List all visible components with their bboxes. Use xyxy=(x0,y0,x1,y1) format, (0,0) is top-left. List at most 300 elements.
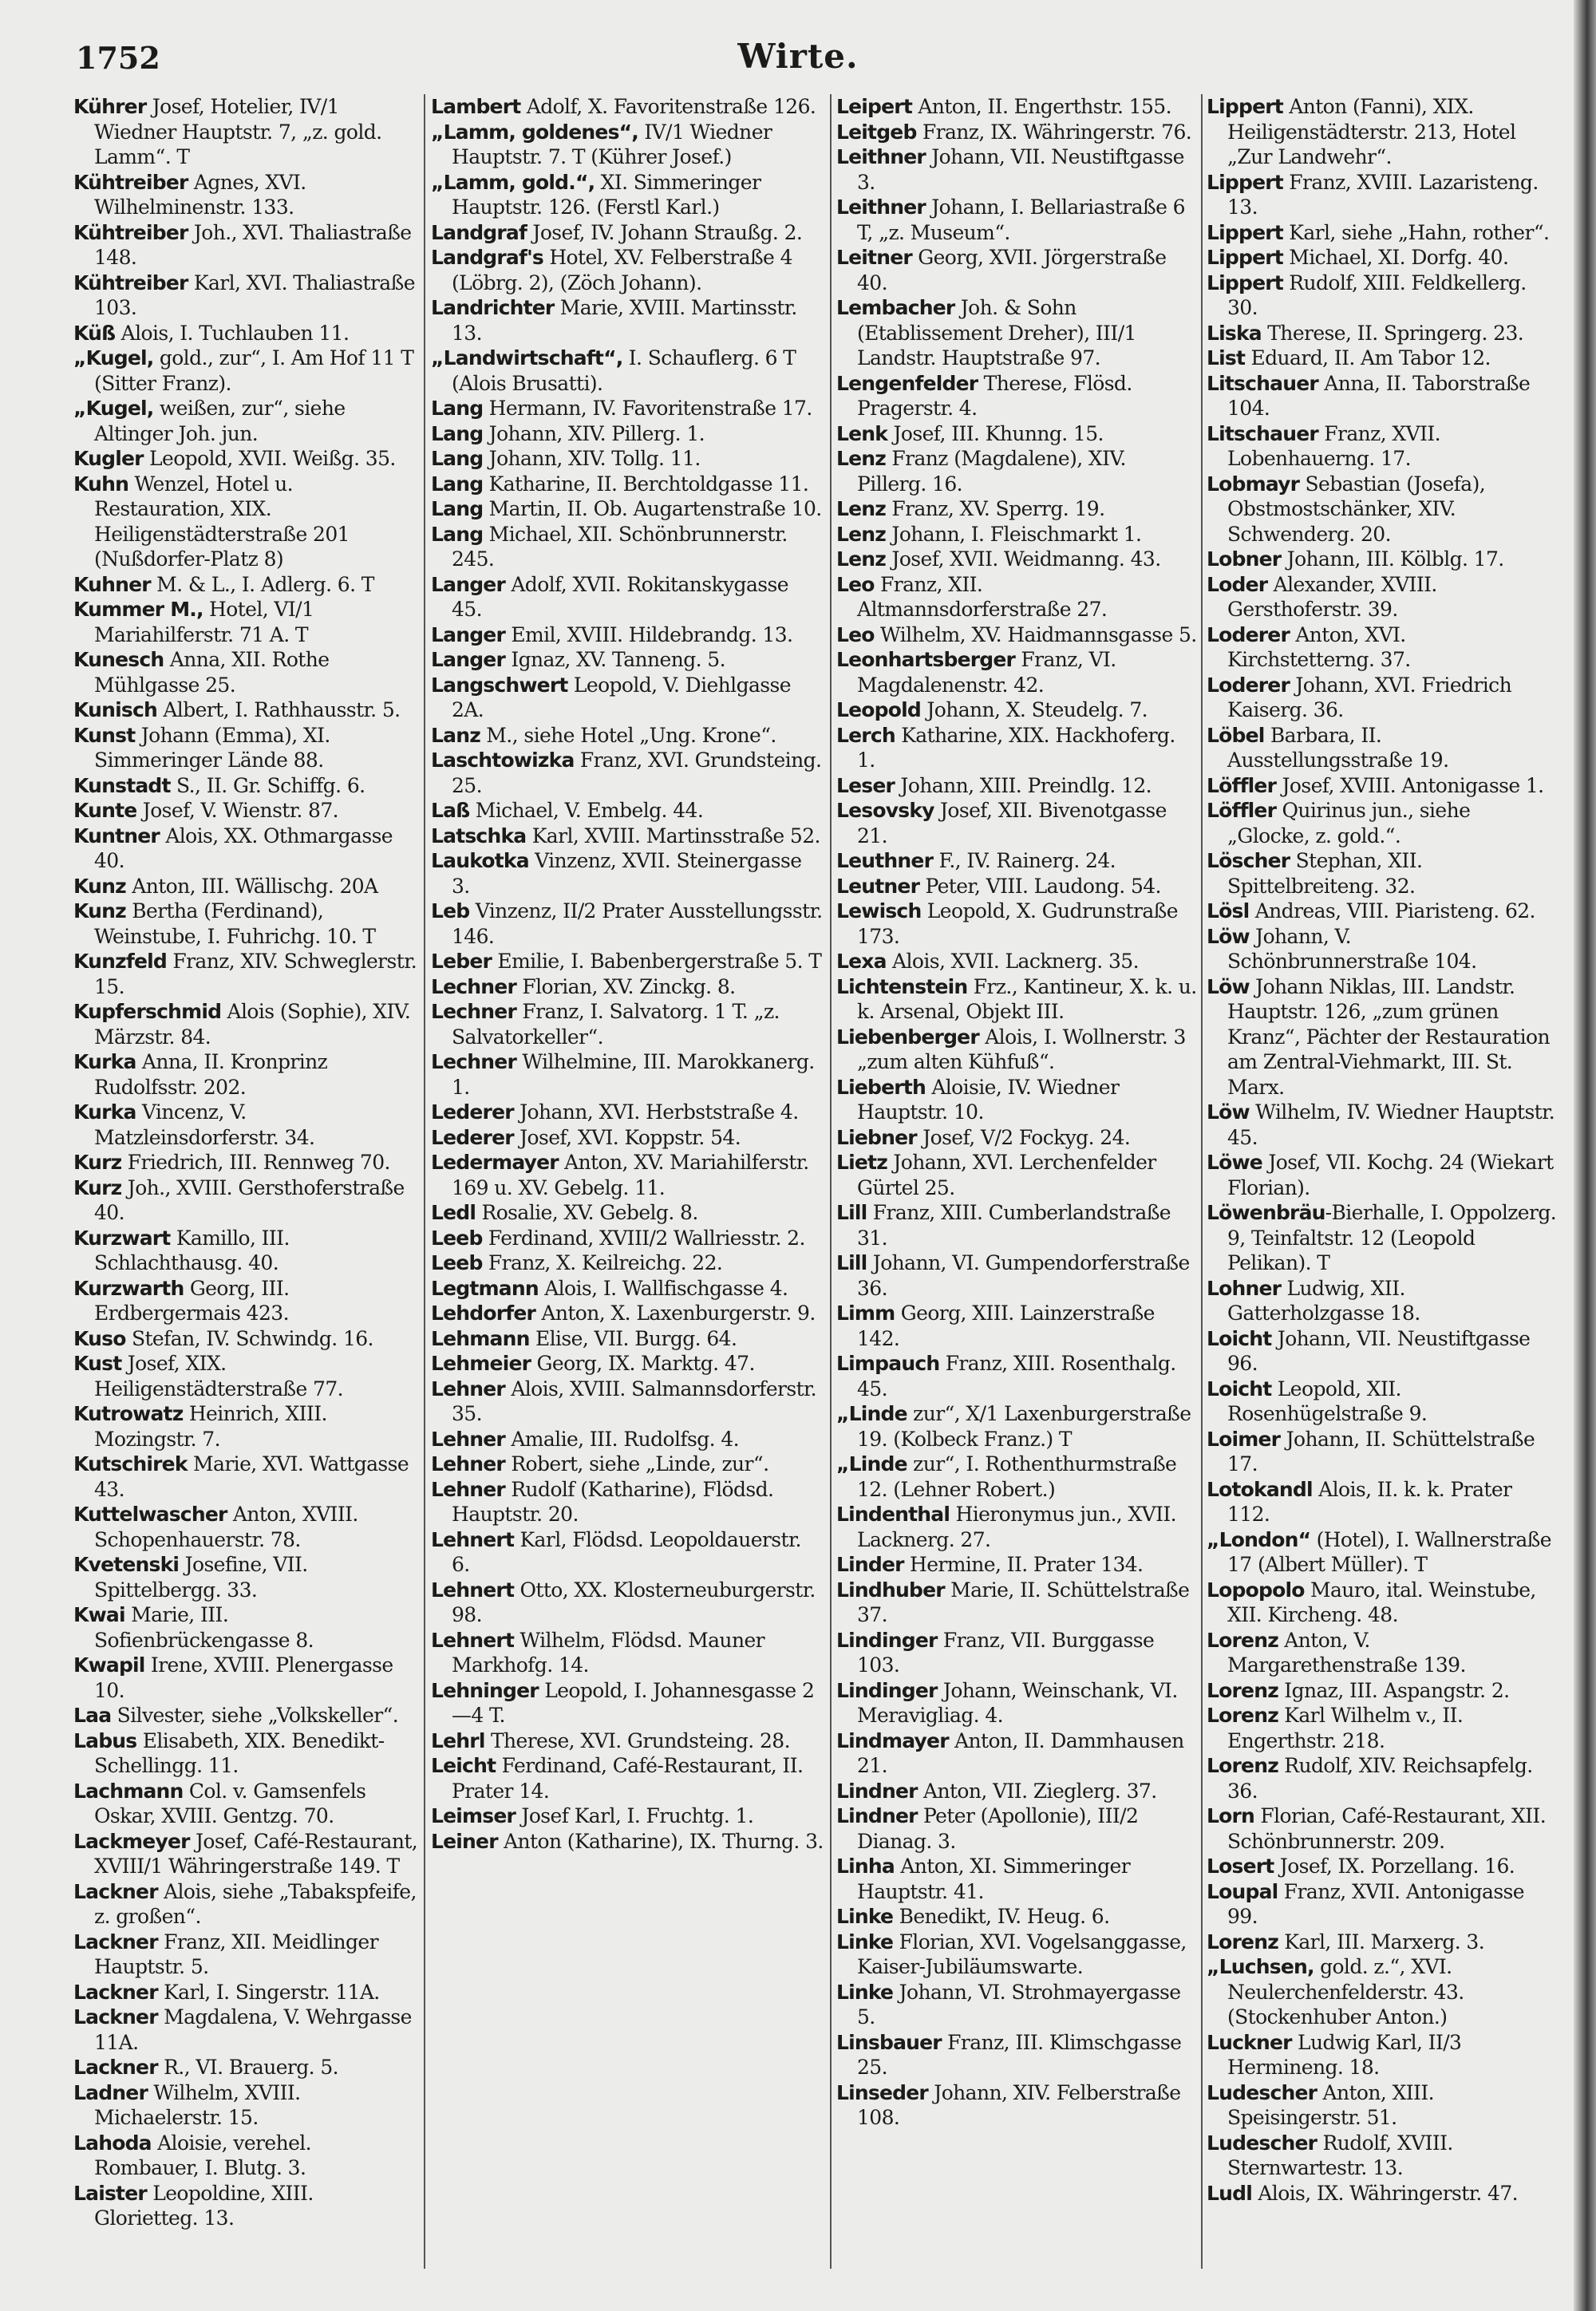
directory-entry xyxy=(431,1803,824,1829)
entry-details: Katharine, XIX. Hackhoferg. 1. xyxy=(857,723,1175,772)
entry-details: Josef, XII. Bivenotgasse 21. xyxy=(857,799,1167,847)
entry-name: Loimer xyxy=(1207,1427,1281,1451)
directory-entry xyxy=(836,2030,1197,2080)
entry-details: Florian, XVI. Vogelsanggasse, Kaiser-Jubiläumswarte. xyxy=(857,1930,1187,1978)
directory-entry xyxy=(1207,94,1558,170)
entry-details: Adolf, X. Favoritenstraße 126. xyxy=(520,95,816,118)
entry-details: Franz, VII. Burggasse 103. xyxy=(857,1628,1155,1677)
directory-entry xyxy=(1207,1854,1558,1879)
entry-name: „Landwirtschaft“, xyxy=(431,346,623,369)
entry-details: Emil, XVIII. Hildebrandg. 13. xyxy=(504,622,793,646)
entry-name: Langer xyxy=(431,622,505,646)
directory-entry xyxy=(431,346,824,396)
entry-name: Kunisch xyxy=(73,698,157,721)
entry-name: Leb xyxy=(431,899,470,922)
entry-name: Küß xyxy=(73,321,116,345)
directory-entry xyxy=(431,899,824,949)
directory-entry xyxy=(1207,421,1558,472)
directory-entry xyxy=(431,1125,824,1151)
entry-details: Therese, XVI. Grundsteing. 28. xyxy=(484,1728,790,1752)
directory-entry xyxy=(1207,924,1558,974)
directory-entry xyxy=(836,1200,1197,1250)
directory-entry xyxy=(73,1779,418,1829)
entry-details: Alois, siehe „Tabakspfeife, z. großen“. xyxy=(94,1879,417,1928)
entry-details: Karl, XVI. Thaliastraße 103. xyxy=(94,271,415,319)
entry-name: Lorenz xyxy=(1207,1678,1278,1702)
entry-details: Josef, Café-Restaurant, XVIII/1 Währingerstraße 149. T xyxy=(94,1829,418,1878)
entry-details: Georg, IX. Marktg. 47. xyxy=(531,1352,755,1375)
entry-name: Löscher xyxy=(1207,849,1290,872)
directory-entry xyxy=(431,1200,824,1226)
directory-entry xyxy=(431,974,824,1000)
directory-entry xyxy=(1207,1753,1558,1803)
entry-name: Kuso xyxy=(73,1326,126,1350)
entry-details: Peter, VIII. Laudong. 54. xyxy=(919,874,1161,898)
entry-details: Johann, Weinschank, VI. Meravigliag. 4. xyxy=(857,1678,1178,1727)
entry-name: Kurz xyxy=(73,1175,122,1199)
directory-entry xyxy=(73,1351,418,1401)
entry-details: Therese, II. Springerg. 23. xyxy=(1261,321,1524,345)
entry-name: Lill xyxy=(836,1251,867,1274)
directory-entry xyxy=(431,496,824,522)
directory-entry xyxy=(836,547,1197,572)
directory-entry xyxy=(73,2131,418,2181)
directory-entry xyxy=(73,1653,418,1703)
directory-entry xyxy=(836,522,1197,547)
entry-details: Wilhelm, Flödsd. Mauner Markhofg. 14. xyxy=(452,1628,764,1677)
directory-entry xyxy=(836,2080,1197,2131)
entry-name: Kugler xyxy=(73,447,144,470)
entry-details: Hieronymus jun., XVII. Lacknerg. 27. xyxy=(857,1503,1177,1551)
directory-entry xyxy=(1207,1377,1558,1427)
entry-name: Lehner xyxy=(431,1452,505,1475)
entry-name: Lang xyxy=(431,397,484,420)
entry-name: Lackner xyxy=(73,1930,158,1953)
entry-details: Silvester, siehe „Volkskeller“. xyxy=(111,1704,399,1727)
entry-name: Leithner xyxy=(836,196,926,219)
directory-entry xyxy=(73,446,418,472)
entry-details: zur“, X/1 Laxenburgerstraße 19. (Kolbeck Franz.) T xyxy=(857,1402,1191,1451)
entry-details: Michael, V. Embelg. 44. xyxy=(469,799,704,822)
entry-details: Josefine, VII. Spittelbergg. 33. xyxy=(94,1553,308,1602)
directory-entry xyxy=(836,1628,1197,1678)
entry-name: Lehner xyxy=(431,1377,505,1400)
entry-name: Lobmayr xyxy=(1207,472,1300,496)
entry-name: Leithner xyxy=(836,145,926,168)
entry-name: Kurz xyxy=(73,1151,122,1174)
entry-name: Linke xyxy=(836,1980,894,2004)
directory-entry xyxy=(1207,1477,1558,1527)
entry-details: Marie, III. Sofienbrückengasse 8. xyxy=(94,1603,314,1652)
directory-entry xyxy=(73,1049,418,1100)
entry-name: Kuttelwascher xyxy=(73,1503,227,1526)
entry-name: Linseder xyxy=(836,2080,928,2104)
directory-entry xyxy=(73,220,418,271)
entry-details: Alexander, XVIII. Gersthoferstr. 39. xyxy=(1227,572,1437,621)
directory-column-1 xyxy=(73,94,418,2269)
entry-details: Johann, XVI. Friedrich Kaiserg. 36. xyxy=(1227,673,1512,721)
directory-entry xyxy=(836,1779,1197,1804)
directory-entry xyxy=(836,949,1197,974)
entry-details: Josef, XVIII. Antonigasse 1. xyxy=(1276,773,1544,797)
directory-entry xyxy=(73,346,418,396)
entry-name: Leeb xyxy=(431,1251,483,1274)
directory-entry xyxy=(73,899,418,949)
entry-name: Loicht xyxy=(1207,1326,1272,1350)
directory-entry xyxy=(73,999,418,1049)
entry-name: Kupferschmid xyxy=(73,1000,222,1023)
directory-entry xyxy=(73,1879,418,1930)
directory-entry xyxy=(431,1753,824,1803)
entry-name: „Lamm, gold.“, xyxy=(431,170,595,194)
directory-entry xyxy=(836,94,1197,120)
directory-entry xyxy=(73,94,418,170)
directory-entry xyxy=(1207,1954,1558,2030)
entry-name: Leonhartsberger xyxy=(836,648,1016,671)
entry-name: „Linde xyxy=(836,1452,907,1475)
directory-entry xyxy=(836,144,1197,195)
entry-details: Frz., Kantineur, X. k. u. k. Arsenal, Objekt III. xyxy=(857,974,1197,1023)
entry-name: Lindinger xyxy=(836,1678,938,1702)
entry-details: Elisabeth, XIX. Benedikt-Schellingg. 11. xyxy=(94,1728,385,1777)
entry-name: Lang xyxy=(431,497,484,520)
entry-details: Alois, XVIII. Salmannsdorferstr. 35. xyxy=(452,1377,817,1425)
entry-name: Lechner xyxy=(431,1050,516,1073)
entry-details: Agnes, XVI. Wilhelminenstr. 133. xyxy=(94,170,306,219)
directory-entry xyxy=(1207,2030,1558,2080)
entry-details: Anton, VII. Zieglerg. 37. xyxy=(917,1779,1157,1803)
entry-details: Anton, XVIII. Schopenhauerstr. 78. xyxy=(94,1503,358,1551)
directory-entry xyxy=(73,1276,418,1326)
directory-entry xyxy=(1207,1703,1558,1753)
entry-details: Marie, II. Schüttelstraße 37. xyxy=(857,1578,1190,1626)
entry-details: Franz, XV. Sperrg. 19. xyxy=(886,497,1105,520)
entry-name: Lackner xyxy=(73,2005,158,2029)
entry-name: Leimser xyxy=(431,1804,516,1827)
entry-details: Alois, I. Tuchlauben 11. xyxy=(115,321,350,345)
directory-entry xyxy=(73,170,418,220)
entry-details: Ignaz, XV. Tanneng. 5. xyxy=(504,648,725,671)
directory-entry xyxy=(1207,170,1558,220)
entry-details: Wilhelm, XVIII. Michaelerstr. 15. xyxy=(94,2080,301,2129)
entry-details: Johann, VII. Neustiftgasse 3. xyxy=(857,145,1184,194)
entry-name: Kunst xyxy=(73,723,136,747)
entry-name: Legtmann xyxy=(431,1276,539,1300)
directory-entry xyxy=(836,446,1197,496)
entry-name: Lorn xyxy=(1207,1804,1255,1827)
directory-entry xyxy=(73,1703,418,1728)
entry-details: Josef, IV. Johann Straußg. 2. xyxy=(527,220,803,244)
entry-name: Leo xyxy=(836,572,875,596)
entry-details: Amalie, III. Rudolfsg. 4. xyxy=(504,1427,739,1451)
directory-entry xyxy=(1207,572,1558,622)
directory-entry xyxy=(73,1980,418,2005)
entry-name: Ledl xyxy=(431,1201,476,1224)
entry-details: Leopold, V. Diehlgasse 2A. xyxy=(452,673,791,721)
entry-name: Lechner xyxy=(431,974,516,998)
directory-entry xyxy=(836,245,1197,295)
directory-entry xyxy=(1207,1427,1558,1477)
entry-details: Franz, XIII. Cumberlandstraße 31. xyxy=(857,1201,1171,1250)
entry-details: Adolf, XVII. Rokitanskygasse 45. xyxy=(452,572,788,621)
entry-name: Laukotka xyxy=(431,849,529,872)
entry-name: Lang xyxy=(431,447,484,470)
entry-details: Leopold, I. Johannesgasse 2—4 T. xyxy=(452,1678,815,1727)
entry-name: Lembacher xyxy=(836,296,955,319)
entry-name: Kust xyxy=(73,1352,122,1375)
entry-name: Kunstadt xyxy=(73,773,171,797)
entry-details: Josef, XVI. Koppstr. 54. xyxy=(513,1125,741,1149)
entry-details: Franz, IX. Währingerstr. 76. xyxy=(916,120,1192,144)
entry-details: Hotel, XV. Felberstraße 4 (Löbrg. 2), (Zöch Johann). xyxy=(452,246,792,294)
entry-details: Josef, V/2 Fockyg. 24. xyxy=(916,1125,1131,1149)
entry-details: Kamillo, III. Schlachthausg. 40. xyxy=(94,1226,290,1274)
entry-name: Lenz xyxy=(836,447,887,470)
entry-details: Franz, XIV. Schweglerstr. 15. xyxy=(94,950,417,998)
entry-details: Leopold, XVII. Weißg. 35. xyxy=(143,447,396,470)
entry-name: Leitner xyxy=(836,246,912,269)
page-title: Wirte. xyxy=(737,37,859,76)
directory-entry xyxy=(836,1502,1197,1552)
entry-name: Lackner xyxy=(73,1980,158,2004)
entry-name: Linke xyxy=(836,1930,894,1953)
entry-details: Karl, siehe „Hahn, rother“. xyxy=(1282,220,1550,244)
entry-name: Lorenz xyxy=(1207,1930,1278,1953)
entry-name: Kühtreiber xyxy=(73,170,188,194)
entry-details: Josef, III. Khunng. 15. xyxy=(887,421,1104,445)
entry-details: Aloisie, IV. Wiedner Hauptstr. 10. xyxy=(857,1075,1120,1124)
entry-name: Lieberth xyxy=(836,1075,926,1099)
entry-details: Karl, I. Singerstr. 11A. xyxy=(157,1980,380,2004)
directory-entry xyxy=(836,1728,1197,1779)
entry-name: Lahoda xyxy=(73,2131,152,2155)
entry-details: Wilhelmine, III. Marokkanerg. 1. xyxy=(452,1050,815,1099)
entry-name: Lindinger xyxy=(836,1628,938,1652)
entry-name: Litschauer xyxy=(1207,371,1318,395)
entry-details: Wenzel, Hotel u. Restauration, XIX. Heiligenstädterstraße 201 (Nußdorfer-Platz 8) xyxy=(94,472,350,571)
entry-details: XI. Simmeringer Hauptstr. 126. (Ferstl Karl.) xyxy=(452,170,761,219)
directory-entry xyxy=(836,496,1197,522)
entry-details: Franz, VI. Magdalenenstr. 42. xyxy=(857,648,1116,697)
entry-name: Leeb xyxy=(431,1226,483,1250)
directory-entry xyxy=(431,1049,824,1100)
directory-entry xyxy=(431,647,824,673)
directory-entry xyxy=(836,120,1197,145)
entry-name: Leipert xyxy=(836,95,912,118)
directory-entry xyxy=(431,522,824,572)
directory-entry xyxy=(836,1075,1197,1125)
directory-entry xyxy=(431,1150,824,1200)
directory-entry xyxy=(836,1250,1197,1301)
directory-entry xyxy=(1207,1200,1558,1276)
directory-entry xyxy=(836,1025,1197,1075)
directory-entry xyxy=(431,446,824,472)
entry-details: Johann, XIV. Felberstraße 108. xyxy=(857,2080,1181,2129)
entry-name: Löw xyxy=(1207,1100,1250,1124)
directory-entry xyxy=(1207,1276,1558,1326)
entry-details: Anton, XV. Mariahilferstr. 169 u. XV. Gebelg. 11. xyxy=(452,1151,809,1199)
entry-name: Ludescher xyxy=(1207,2080,1317,2104)
entry-details: Alois, I. Wallfischgasse 4. xyxy=(538,1276,788,1300)
entry-details: Leopold, XII. Rosenhügelstraße 9. xyxy=(1227,1377,1428,1425)
directory-entry xyxy=(431,1527,824,1578)
entry-details: Rudolf (Katharine), Flödsd. Hauptstr. 20. xyxy=(452,1477,774,1526)
entry-details: Franz, XVIII. Lazaristeng. 13. xyxy=(1227,170,1539,219)
entry-details: Heinrich, XIII. Mozingstr. 7. xyxy=(94,1402,327,1451)
entry-name: Lenz xyxy=(836,497,887,520)
directory-entry xyxy=(836,622,1197,648)
directory-entry xyxy=(836,874,1197,899)
directory-entry xyxy=(431,170,824,220)
entry-details: -Bierhalle, I. Oppolzerg. 9, Teinfaltstr. 12 (Leopold Pelikan). T xyxy=(1227,1201,1557,1274)
entry-name: Lanz xyxy=(431,723,480,747)
entry-name: Loupal xyxy=(1207,1879,1278,1903)
entry-name: Lenk xyxy=(836,421,888,445)
directory-entry xyxy=(836,1803,1197,1854)
entry-name: Lehnert xyxy=(431,1578,515,1602)
entry-name: Limm xyxy=(836,1302,895,1325)
entry-details: Johann, VII. Neustiftgasse 96. xyxy=(1227,1326,1531,1375)
entry-name: Linke xyxy=(836,1905,894,1928)
entry-name: Lehrl xyxy=(431,1728,485,1752)
entry-details: Friedrich, III. Rennweg 70. xyxy=(121,1151,390,1174)
entry-details: Johann, X. Steudelg. 7. xyxy=(921,698,1148,721)
entry-details: Josef, VII. Kochg. 24 (Wiekart Florian). xyxy=(1227,1151,1554,1199)
entry-details: Alois (Sophie), XIV. Märzstr. 84. xyxy=(94,1000,411,1049)
directory-entry xyxy=(73,824,418,874)
entry-name: Kunz xyxy=(73,874,126,898)
entry-details: Ludwig Karl, II/3 Hermineng. 18. xyxy=(1227,2030,1462,2079)
entry-details: Peter (Apollonie), III/2 Dianag. 3. xyxy=(857,1804,1139,1853)
entry-name: Lambert xyxy=(431,95,521,118)
entry-details: Josef Karl, I. Fruchtg. 1. xyxy=(516,1804,754,1827)
directory-entry xyxy=(431,1351,824,1377)
directory-entry xyxy=(1207,271,1558,321)
directory-entry xyxy=(73,597,418,647)
entry-name: Kühtreiber xyxy=(73,220,188,244)
entry-details: Josef, Hotelier, IV/1 Wiedner Hauptstr. 7, „z. gold. Lamm“. T xyxy=(94,95,382,168)
entry-details: Vincenz, V. Matzleinsdorferstr. 34. xyxy=(94,1100,315,1149)
entry-details: Mauro, ital. Weinstube, XII. Kircheng. 48. xyxy=(1227,1578,1536,1626)
entry-details: Barbara, II. Ausstellungsstraße 19. xyxy=(1227,723,1449,772)
entry-details: Eduard, II. Am Tabor 12. xyxy=(1245,346,1491,369)
entry-details: Andreas, VIII. Piaristeng. 62. xyxy=(1249,899,1535,922)
entry-name: Lederer xyxy=(431,1100,514,1124)
entry-name: Kühtreiber xyxy=(73,271,188,294)
entry-details: Bertha (Ferdinand), Weinstube, I. Fuhrichg. 10. T xyxy=(94,899,376,948)
entry-name: Lindner xyxy=(836,1779,918,1803)
entry-name: Löw xyxy=(1207,974,1250,998)
entry-details: Karl, XVIII. Martinsstraße 52. xyxy=(526,824,820,847)
entry-name: Lesovsky xyxy=(836,799,934,822)
entry-details: Stephan, XII. Spittelbreiteng. 32. xyxy=(1227,849,1423,898)
entry-name: Landrichter xyxy=(431,296,555,319)
directory-entry xyxy=(1207,2131,1558,2181)
entry-name: Lackner xyxy=(73,2056,158,2079)
entry-name: Kurka xyxy=(73,1100,136,1124)
directory-entry xyxy=(836,1904,1197,1930)
entry-details: Michael, XI. Dorfg. 40. xyxy=(1282,246,1509,269)
entry-name: Losert xyxy=(1207,1855,1274,1878)
entry-name: Kuhn xyxy=(73,472,129,496)
directory-entry xyxy=(431,1100,824,1125)
directory-entry xyxy=(1207,1628,1558,1678)
directory-entry xyxy=(431,848,824,899)
entry-name: Kurzwarth xyxy=(73,1276,184,1300)
entry-details: Rudolf, XIII. Feldkellerg. 30. xyxy=(1227,271,1527,319)
entry-name: „Kugel, xyxy=(73,397,154,420)
entry-name: Lichtenstein xyxy=(836,974,968,998)
entry-details: Leopold, X. Gudrunstraße 173. xyxy=(857,899,1178,948)
directory-entry xyxy=(836,1301,1197,1351)
entry-name: Leo xyxy=(836,622,875,646)
directory-entry xyxy=(836,899,1197,949)
entry-name: Lösl xyxy=(1207,899,1250,922)
entry-name: Lippert xyxy=(1207,220,1283,244)
entry-details: Johann, XIV. Tollg. 11. xyxy=(483,447,701,470)
directory-entry xyxy=(836,1552,1197,1578)
entry-details: IV/1 Wiedner Hauptstr. 7. T (Kührer Josef.) xyxy=(452,120,772,168)
entry-details: Anton, XIII. Speisingerstr. 51. xyxy=(1227,2080,1434,2129)
entry-details: Georg, XIII. Lainzerstraße 142. xyxy=(857,1302,1155,1350)
entry-name: Lindenthal xyxy=(836,1503,950,1526)
entry-name: Lindmayer xyxy=(836,1728,949,1752)
entry-name: Kurka xyxy=(73,1050,136,1073)
entry-name: Löwenbräu xyxy=(1207,1201,1325,1224)
entry-name: Kührer xyxy=(73,95,147,118)
entry-name: Lindner xyxy=(836,1804,918,1827)
directory-entry xyxy=(836,974,1197,1025)
entry-details: S., II. Gr. Schiffg. 6. xyxy=(170,773,365,797)
directory-entry xyxy=(431,120,824,170)
entry-name: Kunte xyxy=(73,799,137,822)
directory-entry xyxy=(73,2005,418,2055)
directory-entry xyxy=(836,647,1197,697)
directory-entry xyxy=(1207,673,1558,723)
entry-name: Lindhuber xyxy=(836,1578,945,1602)
directory-entry xyxy=(431,1728,824,1754)
entry-details: Anna, XII. Rothe Mühlgasse 25. xyxy=(94,648,330,697)
directory-entry xyxy=(431,1829,824,1855)
entry-name: Lehner xyxy=(431,1427,505,1451)
entry-details: I. Schauflerg. 6 T (Alois Brusatti). xyxy=(452,346,796,395)
entry-details: Alois, II. k. k. Prater 112. xyxy=(1227,1477,1512,1526)
entry-details: Johann, XIV. Pillerg. 1. xyxy=(483,421,705,445)
entry-details: Robert, siehe „Linde, zur“. xyxy=(504,1452,769,1475)
directory-entry xyxy=(836,773,1197,799)
directory-column-3 xyxy=(836,94,1197,2269)
entry-name: Laa xyxy=(73,1704,112,1727)
entry-name: Lippert xyxy=(1207,271,1283,294)
directory-entry xyxy=(1207,321,1558,346)
directory-entry xyxy=(1207,1100,1558,1150)
directory-entry xyxy=(431,999,824,1049)
entry-name: Lippert xyxy=(1207,246,1283,269)
entry-name: Lorenz xyxy=(1207,1754,1278,1777)
entry-details: Josef, IX. Porzellang. 16. xyxy=(1274,1855,1515,1878)
directory-entry xyxy=(836,723,1197,773)
entry-name: Ladner xyxy=(73,2080,148,2104)
entry-details: Johann, VI. Strohmayergasse 5. xyxy=(857,1980,1181,2029)
directory-entry xyxy=(431,622,824,648)
directory-entry xyxy=(1207,798,1558,848)
directory-entry xyxy=(73,2080,418,2131)
entry-details: Emilie, I. Babenbergerstraße 5. T xyxy=(492,950,822,973)
entry-details: Johann, XIII. Preindlg. 12. xyxy=(895,773,1152,797)
directory-entry xyxy=(1207,899,1558,924)
entry-name: Lehninger xyxy=(431,1678,539,1702)
directory-entry xyxy=(836,572,1197,622)
